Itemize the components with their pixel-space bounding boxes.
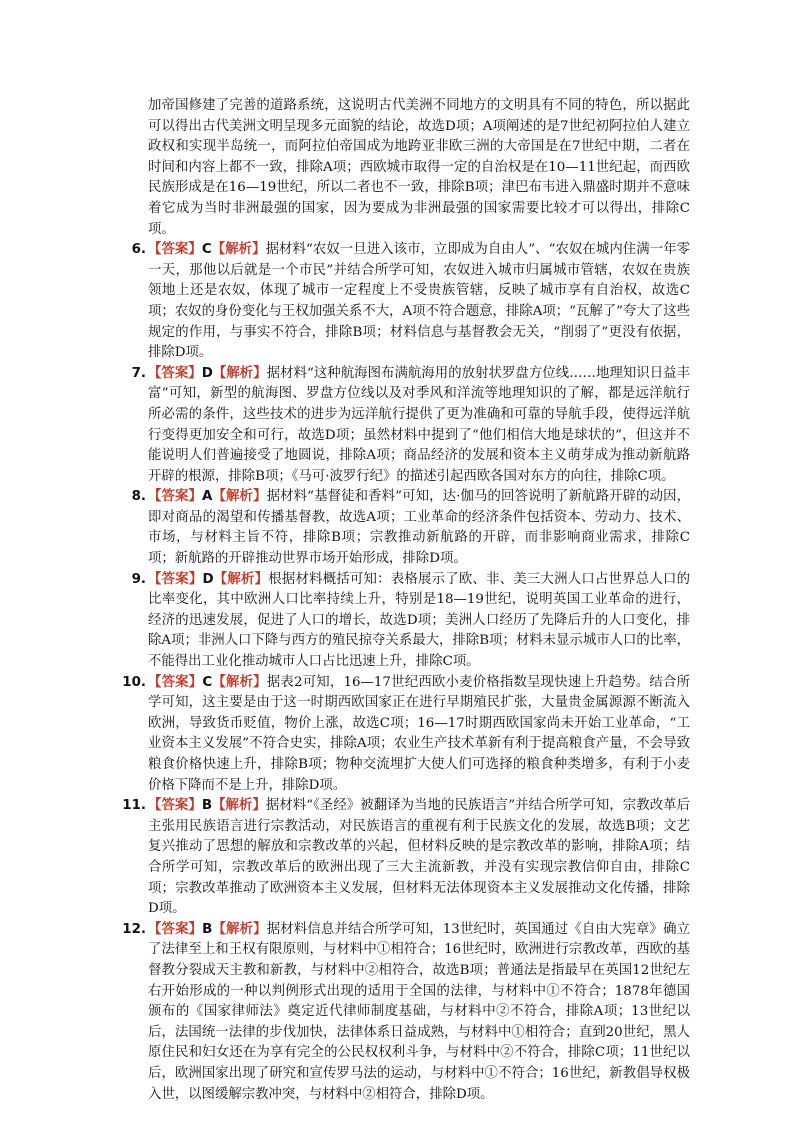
question-item: [120, 570, 690, 673]
analysis-text: 据材料“《圣经》被翻译为当地的民族语言”并结合所学可知，宗教改革后主张用民族语言进行宗教活动，对民族语言的重视有利于民族文化的发展，故选B项；文艺复兴推动了思想的解放和宗教改革的兴起，但材料反映的是宗教改革的影响，排除A项；结合所学可知，宗教改革后的欧洲出现了三大主流新教，并没有实现宗教信仰自由，排除C项；宗教改革推动了欧洲资本主义发展，但材料无法体现资本主义发展推动文化传播，排除D项。: [148, 798, 690, 917]
question-number: 7.: [131, 365, 146, 381]
answer-label: 【答案】: [148, 798, 202, 814]
analysis-text: 根据材料概括可知：表格展示了欧、非、美三大洲人口占世界总人口的比率变化，其中欧洲人口比率持续上升，特别是18—19世纪，说明英国工业革命的进行，经济的迅速发展，促进了人口的增长，故选D项；美洲人口经历了先降后升的人口变化，排除A项；非洲人口下降与西方的殖民掠夺关系最大，排除B项；材料未显示城市人口的比率，不能得出工业化推动城市人口占比迅速上升，排除C项。: [148, 571, 691, 670]
answer-choice: A: [202, 489, 213, 505]
answer-label: 【答案】: [148, 489, 203, 505]
question-item: [120, 673, 690, 797]
answer-choice: B: [201, 798, 213, 814]
continued-paragraph: [120, 96, 690, 240]
question-number: 6.: [131, 242, 146, 258]
analysis-label: 【解析】: [213, 571, 269, 587]
analysis-text: 据表2可知，16—17世纪西欧小麦价格指数呈现快速上升趋势。结合所学可知，这主要是由于这一时期西欧国家正在进行早期殖民扩张，大量贵金属源源不断流入欧洲，导致货币贬值，物价上涨，故选C项；16—17时期西欧国家尚未开始工业革命，“工业资本主义发展”不符合史实，排除A项；农业生产技术革新有利于提高粮食产量，不会导致粮食价格快速上升，排除B项；物种交流埋扩大使人们可选择的粮食种类增多，有利于小麦价格下降而不是上升，排除D项。: [148, 674, 690, 793]
answer-choice: C: [201, 242, 212, 258]
continued-paragraph-text: 加帝国修建了完善的道路系统，这说明古代美洲不同地方的文明具有不同的特色，所以据此可以得出古代美洲文明呈现多元面貌的结论，故选D项；A项阐述的是7世纪初阿拉伯人建立政权和实现半岛统一，而阿拉伯帝国成为地跨亚非欧三洲的大帝国是在7世纪中期，二者在时间和内容上都不一致，排除A项；西欧城市取得一定的自治权是在10—11世纪起，而西欧民族形成是在16—19世纪，所以二者也不一致，排除B项；津巴布韦进入鼎盛时期并不意味着它成为当时非洲最强的国家，因为要成为非洲最强的国家需要比较才可以得出，排除C项。: [148, 98, 690, 237]
question-number: 11.: [122, 798, 146, 814]
analysis-label: 【解析】: [212, 489, 267, 505]
analysis-label: 【解析】: [212, 798, 266, 814]
analysis-text: 据材料“这种航海图布满航海用的放射状罗盘方位线……地理知识日益丰富”可知，新型的航海图、罗盘方位线以及对季风和洋流等地理知识的了解，都是远洋航行所必需的条件，这些技术的进步为远洋航行提供了更为准确和可靠的导航手段，使得远洋航行变得更加安全和可行，故选D项；虽然材料中提到了“他们相信大地是球状的”，但这并不能说明人们普遍接受了地圆说，排除A项；商品经济的发展和资本主义萌芽成为推动新航路开辟的根源，排除B项；《马可·波罗行纪》的描述引起西欧各国对东方的向往，排除C项。: [148, 365, 691, 484]
analysis-label: 【解析】: [211, 242, 266, 258]
question-item: [120, 920, 690, 1105]
answer-choice: B: [202, 921, 213, 937]
answer-choice: D: [202, 571, 214, 587]
question-list: [120, 240, 690, 1105]
answer-label: 【答案】: [148, 674, 203, 690]
answer-choice: C: [202, 674, 213, 690]
question-number: 12.: [122, 921, 146, 937]
analysis-label: 【解析】: [212, 921, 267, 937]
answer-label: 【答案】: [148, 571, 203, 587]
analysis-text: 据材料“农奴一旦进入该市，立即成为自由人”、“农奴在城内住满一年零一天，那他以后就是一个市民”并结合所学可知，农奴进入城市归属城市管辖，农奴在贵族领地上还是农奴，体现了城市一定程度上不受贵族管辖，反映了城市享有自治权，故选C项；农奴的身份变化与王权加强关系不大，A项不符合题意，排除A项；“瓦解了”夸大了这些规定的作用，与事实不符合，排除B项；材料信息与基督教会无关，“削弱了”更没有依据，排除D项。: [148, 242, 691, 361]
answer-label: 【答案】: [148, 921, 203, 937]
question-item: [120, 796, 690, 920]
question-number: 8.: [131, 489, 146, 505]
question-number: 9.: [131, 571, 146, 587]
question-item: [120, 487, 690, 569]
analysis-label: 【解析】: [212, 365, 267, 381]
analysis-text: 据材料信息并结合所学可知，13世纪时，英国通过《自由大宪章》确立了法律至上和王权有限原则，与材料中①相符合；16世纪时，欧洲进行宗教改革，西欧的基督教分裂成天主教和新教，与材料中②相符合，故选B项；普通法是指最早在英国12世纪左右开始形成的一种以判例形式出现的适用于全国的法律，与材料中①不符合；1878年德国颁布的《国家律师法》奠定近代律师制度基础，与材料中②不符合，排除A项；13世纪以后，法国统一法律的步伐加快，法律体系日益成熟，与材料中①相符合；直到20世纪，黑人原住民和妇女还在为享有完全的公民权权利斗争，与材料中②不符合，排除C项；11世纪以后，欧洲国家出现了研究和宣传罗马法的运动，与材料中①不符合；16世纪，新教倡导权极入世，以图缓解宗教冲突，与材料中②相符合，排除D项。: [148, 921, 691, 1102]
question-number: 10.: [122, 674, 146, 690]
analysis-label: 【解析】: [212, 674, 267, 690]
answer-label: 【答案】: [148, 365, 202, 381]
question-item: [120, 364, 690, 488]
analysis-text: 据材料“基督徒和香料”可知，达·伽马的回答说明了新航路开辟的动因，即对商品的渴望和传播基督教，故选A项；工业革命的经济条件包括资本、劳动力、技术、市场，与材料主旨不符，排除B项；宗教推动新航路的开辟，而非影响商业需求，排除C项；新航路的开辟推动世界市场开始形成，排除D项。: [148, 489, 691, 567]
question-item: [120, 240, 690, 364]
answer-analysis-section: [120, 96, 690, 1105]
answer-label: 【答案】: [148, 242, 202, 258]
answer-choice: D: [201, 365, 213, 381]
